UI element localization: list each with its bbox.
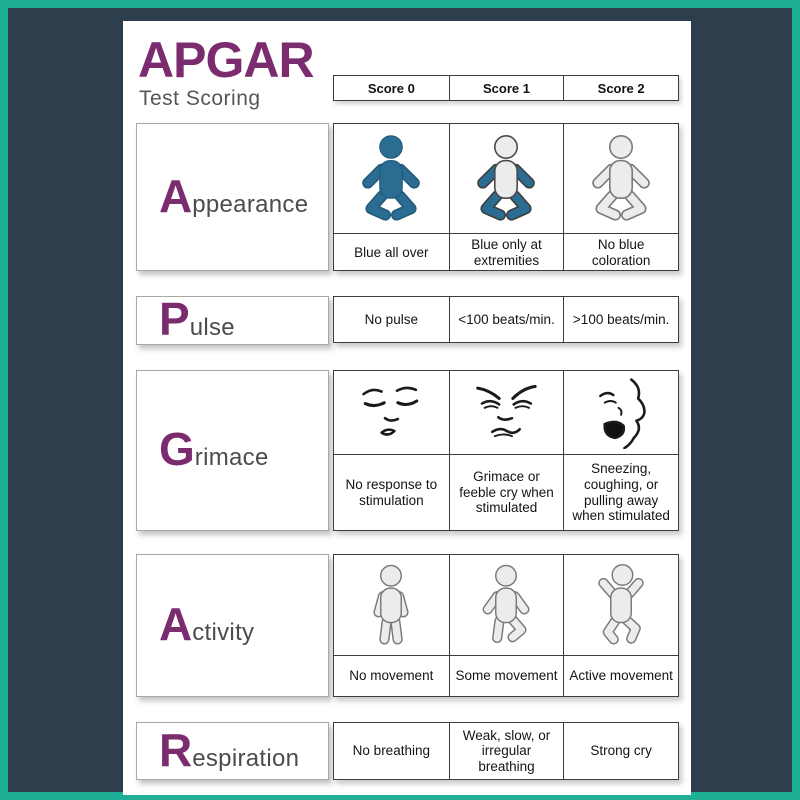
baby-some-movement-icon [473, 564, 539, 646]
cell-pulse-score2-label: >100 beats/min. [563, 297, 678, 342]
cell-respiration-score1-label: Weak, slow, or irregular breathing [449, 723, 564, 779]
cell-pulse-score1-label: <100 beats/min. [449, 297, 564, 342]
face-sneeze-icon [577, 377, 665, 449]
score-header [333, 75, 679, 101]
apgar-card [123, 21, 691, 795]
cell-activity-score0-label: No movement [349, 668, 434, 684]
score-grid-respiration [333, 722, 679, 780]
row-initial: R [159, 723, 193, 776]
inner-frame [8, 8, 792, 792]
cell-appearance-score2 [563, 124, 678, 234]
row-initial: A [159, 169, 193, 222]
cell-grimace-score1 [449, 371, 564, 455]
cell-appearance-score0 [334, 124, 449, 234]
cell-activity-score1-label: Some movement [449, 656, 564, 696]
score-header-2: Score 2 [563, 76, 678, 100]
cell-activity-score2 [563, 555, 678, 656]
score-grid-appearance [333, 123, 679, 271]
baby-active-movement-icon [588, 564, 654, 646]
row-title: ppearance [192, 190, 309, 218]
cell-appearance-score1 [449, 124, 564, 234]
row-label-pulse [136, 293, 329, 345]
row-label-grimace [136, 370, 329, 531]
page-title: APGAR [138, 32, 314, 88]
cell-activity-score1 [449, 555, 564, 656]
row-label-activity [136, 554, 329, 697]
cell-grimace-score2 [563, 371, 678, 455]
baby-blue-extremities-icon [470, 134, 542, 224]
cell-respiration-score2-label: Strong cry [563, 723, 678, 779]
cell-grimace-score0 [334, 371, 449, 455]
title-block [138, 32, 314, 111]
row-label-respiration [136, 722, 329, 780]
face-grimace-icon [462, 377, 550, 449]
cell-pulse-score0-label: No pulse [364, 311, 418, 327]
cell-grimace-score0-label: No response to stimulation [345, 476, 438, 508]
cell-appearance-score0-label: Blue all over [354, 244, 429, 260]
baby-no-blue-icon [585, 134, 657, 224]
row-initial: P [159, 293, 190, 345]
score-grid-pulse [333, 296, 679, 343]
row-title: espiration [192, 744, 300, 772]
row-title: rimace [194, 444, 269, 471]
cell-activity-score2-label: Active movement [563, 656, 678, 696]
cell-respiration-score0-label: No breathing [352, 743, 430, 759]
cell-appearance-score1-label: Blue only at extremities [449, 234, 564, 271]
row-label-appearance [136, 123, 329, 271]
row-title: ctivity [192, 619, 255, 646]
cell-appearance-score2-label: No blue coloration [563, 234, 678, 271]
cell-activity-score0 [334, 555, 449, 656]
row-initial: G [159, 423, 195, 475]
page-subtitle: Test Scoring [139, 87, 261, 110]
baby-no-movement-icon [358, 564, 424, 646]
score-header-0: Score 0 [367, 80, 415, 96]
row-title: ulse [189, 314, 235, 341]
score-header-1: Score 1 [449, 76, 564, 100]
cell-grimace-score1-label: Grimace or feeble cry when stimulated [449, 455, 564, 530]
face-no-response-icon [347, 377, 435, 449]
row-initial: A [159, 598, 193, 650]
score-grid-activity [333, 554, 679, 697]
baby-blue-all-icon [355, 134, 427, 224]
score-grid-grimace [333, 370, 679, 531]
cell-grimace-score2-label: Sneezing, coughing, or pulling away when stimulated [563, 455, 678, 530]
